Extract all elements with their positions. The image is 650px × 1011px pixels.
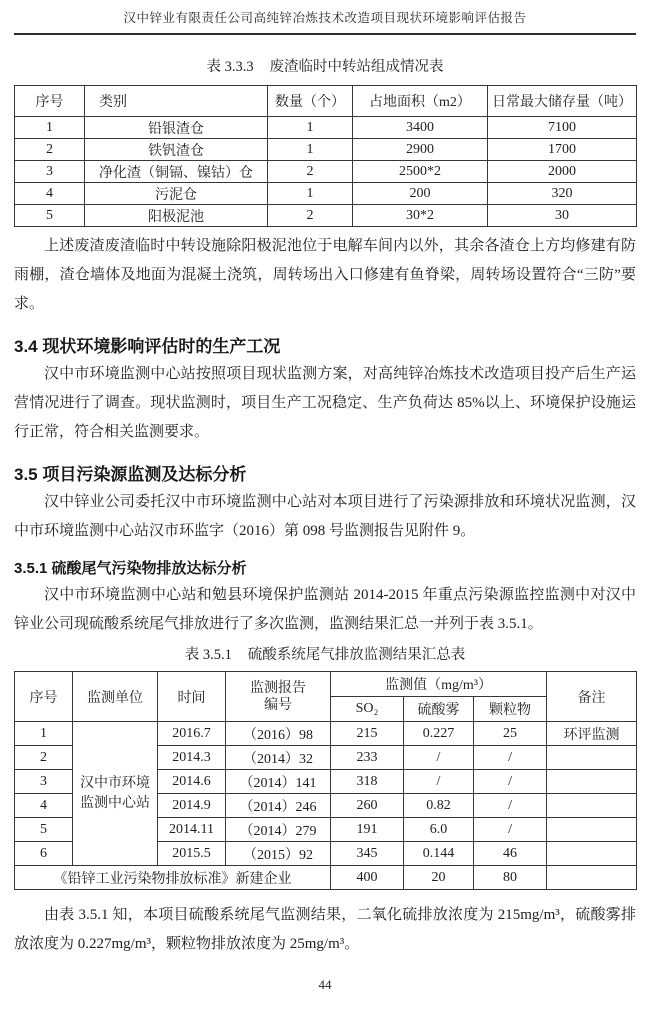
cell: 215 — [331, 722, 404, 746]
table1-caption-number: 表 3.3.3 — [206, 59, 254, 75]
cell: 25 — [474, 722, 547, 746]
cell: （2015）92 — [226, 842, 331, 866]
page-number: 44 — [318, 977, 332, 992]
cell: 2014.6 — [158, 770, 226, 794]
cell — [547, 866, 637, 890]
cell: 20 — [404, 866, 474, 890]
cell — [547, 746, 637, 770]
cell: 4 — [15, 183, 85, 205]
section-heading-3-4: 3.4 现状环境影响评估时的生产工况 — [14, 337, 281, 356]
col-header-time: 时间 — [158, 672, 226, 722]
cell: 80 — [474, 866, 547, 890]
col-header-max-storage: 日常最大储存量（吨） — [488, 86, 637, 117]
table-row — [15, 205, 637, 227]
cell: （2014）246 — [226, 794, 331, 818]
paragraph-monitoring-commission: 汉中锌业公司委托汉中市环境监测中心站对本项目进行了污染源排放和环境状况监测，汉中市环境监测中心站汉市环监字（2016）第 098 号监测报告见附件 9。 — [14, 494, 636, 539]
cell: 1700 — [488, 139, 637, 161]
cell: 0.227 — [404, 722, 474, 746]
cell: （2016）98 — [226, 722, 331, 746]
cell: / — [474, 794, 547, 818]
cell: （2014）32 — [226, 746, 331, 770]
table-row — [15, 139, 637, 161]
cell: 2014.11 — [158, 818, 226, 842]
table-header-row — [15, 672, 637, 697]
cell: 2016.7 — [158, 722, 226, 746]
table-row — [15, 161, 637, 183]
cell: 345 — [331, 842, 404, 866]
table-row — [15, 183, 637, 205]
report-number-line1: 监测报告 — [250, 680, 306, 696]
monitoring-unit-cell: 汉中市环境监测中心站 — [73, 722, 158, 866]
col-header-index: 序号 — [15, 672, 73, 722]
cell: / — [404, 746, 474, 770]
cell: 191 — [331, 818, 404, 842]
cell: / — [474, 770, 547, 794]
cell: 46 — [474, 842, 547, 866]
paragraph-monitoring-overview: 汉中市环境监测中心站和勉县环境保护监测站 2014-2015 年重点污染源监控监测中对汉中锌业公司现硫酸系统尾气排放进行了多次监测，监测结果汇总一并列于表 3.5.1。 — [14, 587, 636, 632]
waste-transfer-station-table — [14, 85, 637, 227]
cell — [547, 842, 637, 866]
cell: 318 — [331, 770, 404, 794]
table-row — [15, 117, 637, 139]
report-number-line2: 编号 — [264, 697, 292, 713]
paragraph-production-status: 汉中市环境监测中心站按照项目现状监测方案，对高纯锌冶炼技术改造项目投产后生产运营情况进行了调查。现状监测时，项目生产工况稳定、生产负荷达 85%以上、环境保护设施运行正常，符合相关监测要求。 — [14, 366, 636, 440]
cell: 2000 — [488, 161, 637, 183]
cell: 2014.3 — [158, 746, 226, 770]
cell: 0.144 — [404, 842, 474, 866]
cell: 6.0 — [404, 818, 474, 842]
cell: （2014）141 — [226, 770, 331, 794]
col-header-report-number — [226, 672, 331, 722]
col-header-monitored-value-group: 监测值（mg/m³） — [331, 672, 547, 697]
cell: 2 — [15, 139, 85, 161]
col-header-monitoring-unit: 监测单位 — [73, 672, 158, 722]
cell: 3400 — [353, 117, 488, 139]
cell: 铁钒渣仓 — [85, 139, 268, 161]
cell: 0.82 — [404, 794, 474, 818]
cell — [547, 818, 637, 842]
cell: 4 — [15, 794, 73, 818]
cell — [547, 794, 637, 818]
cell: 1 — [15, 722, 73, 746]
table2-caption-number: 表 3.5.1 — [184, 647, 232, 663]
cell: 2 — [268, 161, 353, 183]
table2-caption — [14, 645, 636, 665]
cell — [547, 770, 637, 794]
cell: 2500*2 — [353, 161, 488, 183]
cell: 5 — [15, 205, 85, 227]
header-title: 汉中锌业有限责任公司高纯锌冶炼技术改造项目现状环境影响评估报告 — [123, 11, 527, 25]
col-header-index: 序号 — [15, 86, 85, 117]
cell: 2 — [15, 746, 73, 770]
cell: 30*2 — [353, 205, 488, 227]
col-header-area: 占地面积（m2） — [353, 86, 488, 117]
section-heading-3-5: 3.5 项目污染源监测及达标分析 — [14, 465, 247, 484]
table-header-row — [15, 86, 637, 117]
cell: 30 — [488, 205, 637, 227]
paragraph-conclusion: 由表 3.5.1 知，本项目硫酸系统尾气监测结果，二氧化硫排放浓度为 215mg/m³，硫酸雾排放浓度为 0.227mg/m³，颗粒物排放浓度为 25mg/m³。 — [14, 907, 636, 952]
cell: 1 — [15, 117, 85, 139]
section-heading-3-5-1: 3.5.1 硫酸尾气污染物排放达标分析 — [14, 560, 247, 577]
cell: 1 — [268, 117, 353, 139]
col-header-quantity: 数量（个） — [268, 86, 353, 117]
cell: 260 — [331, 794, 404, 818]
cell: 3 — [15, 161, 85, 183]
cell: 2900 — [353, 139, 488, 161]
cell: 环评监测 — [547, 722, 637, 746]
tail-gas-monitoring-table — [14, 671, 637, 890]
cell: / — [474, 746, 547, 770]
table1-caption — [14, 57, 636, 77]
standard-label-cell: 《铅锌工业污染物排放标准》新建企业 — [15, 866, 331, 890]
cell: 2 — [268, 205, 353, 227]
cell: 7100 — [488, 117, 637, 139]
cell: 233 — [331, 746, 404, 770]
table-row — [15, 722, 637, 746]
cell: 阳极泥池 — [85, 205, 268, 227]
cell: 400 — [331, 866, 404, 890]
cell: 1 — [268, 183, 353, 205]
col-header-particulate: 颗粒物 — [474, 697, 547, 722]
col-header-category: 类别 — [85, 86, 268, 117]
cell: 铅银渣仓 — [85, 117, 268, 139]
col-header-remark: 备注 — [547, 672, 637, 722]
standard-limit-row — [15, 866, 637, 890]
table2-caption-text: 硫酸系统尾气排放监测结果汇总表 — [247, 647, 466, 663]
cell: 5 — [15, 818, 73, 842]
cell: 200 — [353, 183, 488, 205]
col-header-acid-mist: 硫酸雾 — [404, 697, 474, 722]
cell: 1 — [268, 139, 353, 161]
table1-caption-text: 废渣临时中转站组成情况表 — [269, 59, 444, 75]
cell: / — [404, 770, 474, 794]
cell: 320 — [488, 183, 637, 205]
cell: 6 — [15, 842, 73, 866]
cell: 污泥仓 — [85, 183, 268, 205]
cell: 3 — [15, 770, 73, 794]
cell: 2014.9 — [158, 794, 226, 818]
col-header-so2: SO₂ — [331, 697, 404, 722]
cell: （2014）279 — [226, 818, 331, 842]
page-header — [14, 8, 636, 35]
cell: 2015.5 — [158, 842, 226, 866]
cell: 净化渣（铜镉、镍钴）仓 — [85, 161, 268, 183]
cell: / — [474, 818, 547, 842]
paragraph-waste-transfer-note: 上述废渣废渣临时中转设施除阳极泥池位于电解车间内以外，其余各渣仓上方均修建有防雨棚，渣仓墙体及地面为混凝土浇筑，周转场出入口修建有鱼脊梁，周转场设置符合“三防”要求。 — [14, 238, 636, 312]
